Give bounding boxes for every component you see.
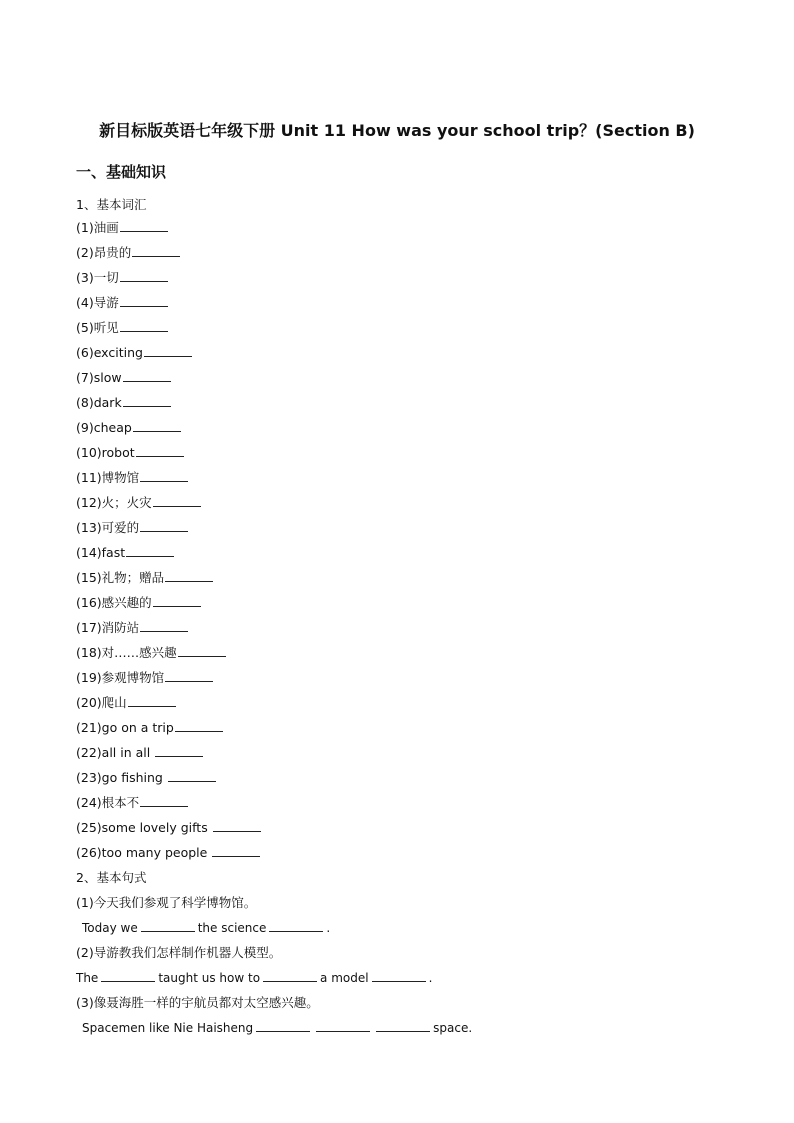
vocab-prompt: (7)slow: [76, 370, 122, 385]
vocab-item: [76, 218, 261, 243]
sentence-english: [76, 968, 726, 993]
vocab-prompt: (22)all in all: [76, 745, 151, 760]
sentence-text: space.: [433, 1021, 473, 1035]
vocab-item: [76, 268, 261, 293]
section-heading-basics: 一、基础知识: [76, 163, 167, 181]
answer-blank[interactable]: [120, 218, 168, 232]
vocab-prompt: (17)消防站: [76, 620, 140, 635]
vocab-item: [76, 743, 261, 768]
part-heading-sentences: 2、基本句式: [76, 870, 147, 885]
vocab-prompt: (3)一切: [76, 270, 119, 285]
sentence-chinese: (2)导游教我们怎样制作机器人模型。: [76, 945, 282, 960]
answer-blank[interactable]: [316, 1018, 370, 1032]
vocab-prompt: (18)对……感兴趣: [76, 645, 177, 660]
vocab-item: [76, 768, 261, 793]
vocab-item: [76, 618, 261, 643]
sentence-english: [76, 918, 726, 943]
sentence-text: a model: [320, 971, 369, 985]
vocab-item: [76, 318, 261, 343]
sentence-text: .: [326, 921, 331, 935]
vocab-prompt: (1)油画: [76, 220, 119, 235]
answer-blank[interactable]: [144, 343, 192, 357]
vocab-item: [76, 818, 261, 843]
answer-blank[interactable]: [123, 368, 171, 382]
sentence-chinese: (3)像聂海胜一样的宇航员都对太空感兴趣。: [76, 995, 319, 1010]
answer-blank[interactable]: [263, 968, 317, 982]
sentence-exercises: [76, 893, 726, 1043]
vocab-item: [76, 543, 261, 568]
answer-blank[interactable]: [101, 968, 155, 982]
answer-blank[interactable]: [256, 1018, 310, 1032]
vocab-prompt: (14)fast: [76, 545, 126, 560]
vocab-prompt: (16)感兴趣的: [76, 595, 152, 610]
sentence-text: The: [76, 971, 99, 985]
answer-blank[interactable]: [168, 768, 216, 782]
answer-blank[interactable]: [126, 543, 174, 557]
sentence-english: [76, 1018, 726, 1043]
page-title: 新目标版英语七年级下册 Unit 11 How was your school trip？(Section B): [99, 121, 695, 140]
vocab-prompt: (4)导游: [76, 295, 119, 310]
answer-blank[interactable]: [120, 318, 168, 332]
answer-blank[interactable]: [140, 518, 188, 532]
vocab-item: [76, 843, 261, 868]
vocab-item: [76, 393, 261, 418]
vocab-item: [76, 443, 261, 468]
vocab-item: [76, 368, 261, 393]
answer-blank[interactable]: [212, 843, 260, 857]
answer-blank[interactable]: [123, 393, 171, 407]
answer-blank[interactable]: [140, 793, 188, 807]
answer-blank[interactable]: [175, 718, 223, 732]
sentence-text: Today we: [82, 921, 138, 935]
vocab-item: [76, 293, 261, 318]
vocab-prompt: (11)博物馆: [76, 470, 140, 485]
answer-blank[interactable]: [153, 493, 201, 507]
part-heading-vocabulary: 1、基本词汇: [76, 197, 147, 212]
vocab-item: [76, 693, 261, 718]
vocab-prompt: (9)cheap: [76, 420, 132, 435]
sentence-text: taught us how to: [158, 971, 261, 985]
answer-blank[interactable]: [269, 918, 323, 932]
answer-blank[interactable]: [372, 968, 426, 982]
answer-blank[interactable]: [128, 693, 176, 707]
vocab-item: [76, 343, 261, 368]
vocab-prompt: (24)根本不: [76, 795, 140, 810]
answer-blank[interactable]: [133, 418, 181, 432]
vocab-item: [76, 668, 261, 693]
vocab-prompt: (19)参观博物馆: [76, 670, 165, 685]
vocab-prompt: (8)dark: [76, 395, 122, 410]
vocab-item: [76, 468, 261, 493]
vocab-item: [76, 493, 261, 518]
vocab-item: [76, 518, 261, 543]
vocab-item: [76, 718, 261, 743]
sentence-text: Spacemen like Nie Haisheng: [82, 1021, 254, 1035]
vocab-item: [76, 793, 261, 818]
answer-blank[interactable]: [132, 243, 180, 257]
sentence-text: the science: [197, 921, 267, 935]
answer-blank[interactable]: [141, 918, 195, 932]
vocab-prompt: (21)go on a trip: [76, 720, 174, 735]
sentence-text: .: [428, 971, 433, 985]
answer-blank[interactable]: [165, 668, 213, 682]
vocab-prompt: (10)robot: [76, 445, 135, 460]
sentence-chinese: (1)今天我们参观了科学博物馆。: [76, 895, 257, 910]
answer-blank[interactable]: [376, 1018, 430, 1032]
answer-blank[interactable]: [178, 643, 226, 657]
vocab-prompt: (15)礼物；赠品: [76, 570, 165, 585]
vocabulary-list: [76, 218, 261, 868]
vocab-prompt: (12)火；火灾: [76, 495, 152, 510]
vocab-prompt: (26)too many people: [76, 845, 208, 860]
vocab-prompt: (13)可爱的: [76, 520, 140, 535]
answer-blank[interactable]: [140, 468, 188, 482]
answer-blank[interactable]: [165, 568, 213, 582]
answer-blank[interactable]: [213, 818, 261, 832]
vocab-item: [76, 593, 261, 618]
answer-blank[interactable]: [120, 293, 168, 307]
vocab-prompt: (25)some lovely gifts: [76, 820, 208, 835]
answer-blank[interactable]: [120, 268, 168, 282]
vocab-prompt: (20)爬山: [76, 695, 127, 710]
vocab-item: [76, 643, 261, 668]
answer-blank[interactable]: [140, 618, 188, 632]
vocab-prompt: (2)昂贵的: [76, 245, 132, 260]
vocab-prompt: (5)听见: [76, 320, 119, 335]
answer-blank[interactable]: [155, 743, 203, 757]
answer-blank[interactable]: [153, 593, 201, 607]
vocab-prompt: (6)exciting: [76, 345, 143, 360]
vocab-prompt: (23)go fishing: [76, 770, 163, 785]
vocab-item: [76, 568, 261, 593]
vocab-item: [76, 418, 261, 443]
answer-blank[interactable]: [136, 443, 184, 457]
vocab-item: [76, 243, 261, 268]
